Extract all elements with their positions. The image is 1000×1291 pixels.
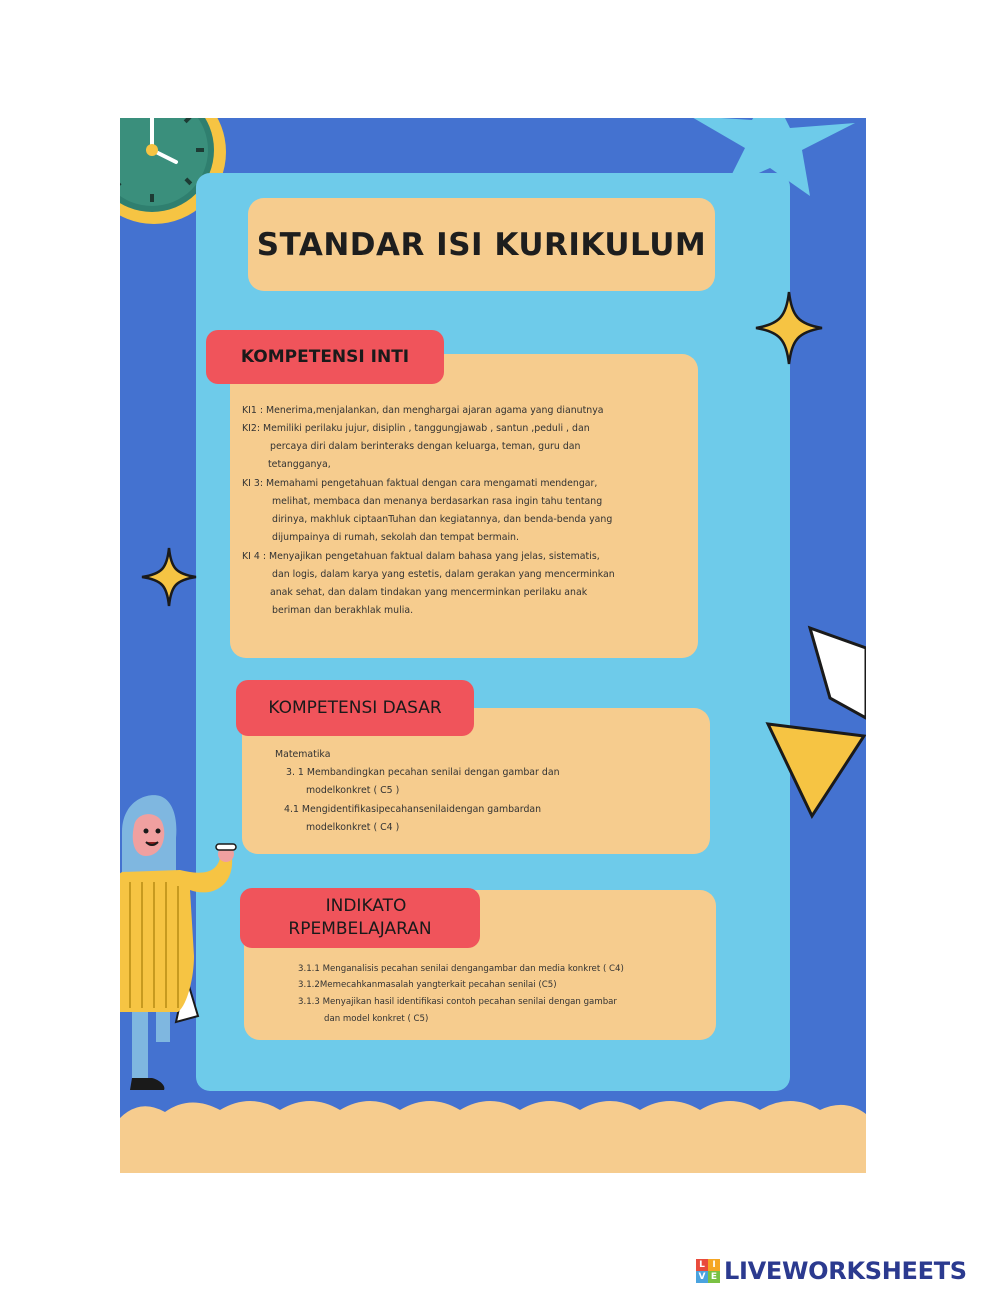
ind-line: 3.1.2Memecahkanmasalah yangterkait pecahan senilai (C5)	[298, 980, 557, 990]
cloud-border	[120, 1098, 866, 1173]
kd-line: modelkonkret ( C4 )	[306, 822, 400, 833]
ki-line: melihat, membaca dan menanya berdasarkan rasa ingin tahu tentang	[272, 496, 603, 507]
kompetensi-dasar-header: KOMPETENSI DASAR	[268, 698, 442, 718]
ki-line: percaya diri dalam berinteraks dengan keluarga, teman, guru dan	[270, 441, 581, 452]
triangle-icon	[800, 618, 866, 728]
page-title: STANDAR ISI KURIKULUM	[256, 226, 707, 263]
ki-line: dijumpainya di rumah, sekolah dan tempat bermain.	[272, 532, 519, 543]
kompetensi-inti-header: KOMPETENSI INTI	[240, 347, 410, 367]
title-box	[248, 198, 715, 291]
ind-line: 3.1.3 Menyajikan hasil identifikasi contoh pecahan senilai dengan gambar	[298, 997, 617, 1007]
sparkle-icon	[754, 290, 824, 366]
kompetensi-inti-tag	[206, 330, 444, 384]
kd-line: Matematika	[275, 749, 331, 760]
indikator-header-line1: INDIKATO	[325, 896, 407, 916]
kd-line: 3. 1 Membandingkan pecahan senilai dengan gambar dan	[286, 767, 560, 778]
indikator-tag	[240, 888, 480, 948]
ki-line: dirinya, makhluk ciptaanTuhan dan kegiatannya, dan benda-benda yang	[272, 514, 613, 525]
ind-line: 3.1.1 Menganalisis pecahan senilai dengangambar dan media konkret ( C4)	[298, 964, 624, 974]
ki-line: anak sehat, dan dalam tindakan yang mencerminkan perilaku anak	[270, 587, 588, 598]
ind-line: dan model konkret ( C5)	[324, 1014, 429, 1024]
kd-line: modelkonkret ( C5 )	[306, 785, 400, 796]
ki-line: KI1 : Menerima,menjalankan, dan menghargai ajaran agama yang dianutnya	[242, 405, 604, 416]
ki-line: KI2: Memiliki perilaku jujur, disiplin , tanggungjawab , santun ,peduli , dan	[242, 423, 590, 434]
ki-line: beriman dan berakhlak mulia.	[272, 605, 414, 616]
worksheet-poster	[120, 118, 866, 1173]
kd-line: 4.1 Mengidentifikasipecahansenilaidengan gambardan	[284, 804, 542, 815]
ki-line: KI 4 : Menyajikan pengetahuan faktual dalam bahasa yang jelas, sistematis,	[242, 551, 600, 562]
liveworksheets-logo-icon: L I V E	[696, 1259, 720, 1283]
ki-line: dan logis, dalam karya yang estetis, dalam gerakan yang mencerminkan	[272, 569, 615, 580]
liveworksheets-logo	[696, 1256, 967, 1286]
kompetensi-dasar-tag	[236, 680, 474, 736]
ki-line: KI 3: Memahami pengetahuan faktual dengan cara mengamati mendengar,	[242, 478, 598, 489]
teacher-illustration	[120, 786, 248, 1104]
sparkle-icon	[140, 546, 198, 608]
triangle-icon	[760, 714, 866, 824]
indikator-header-line2: RPEMBELAJARAN	[288, 919, 432, 939]
ki-line: tetangganya,	[268, 459, 331, 470]
brand-name: LIVEWORKSHEETS	[724, 1257, 967, 1285]
